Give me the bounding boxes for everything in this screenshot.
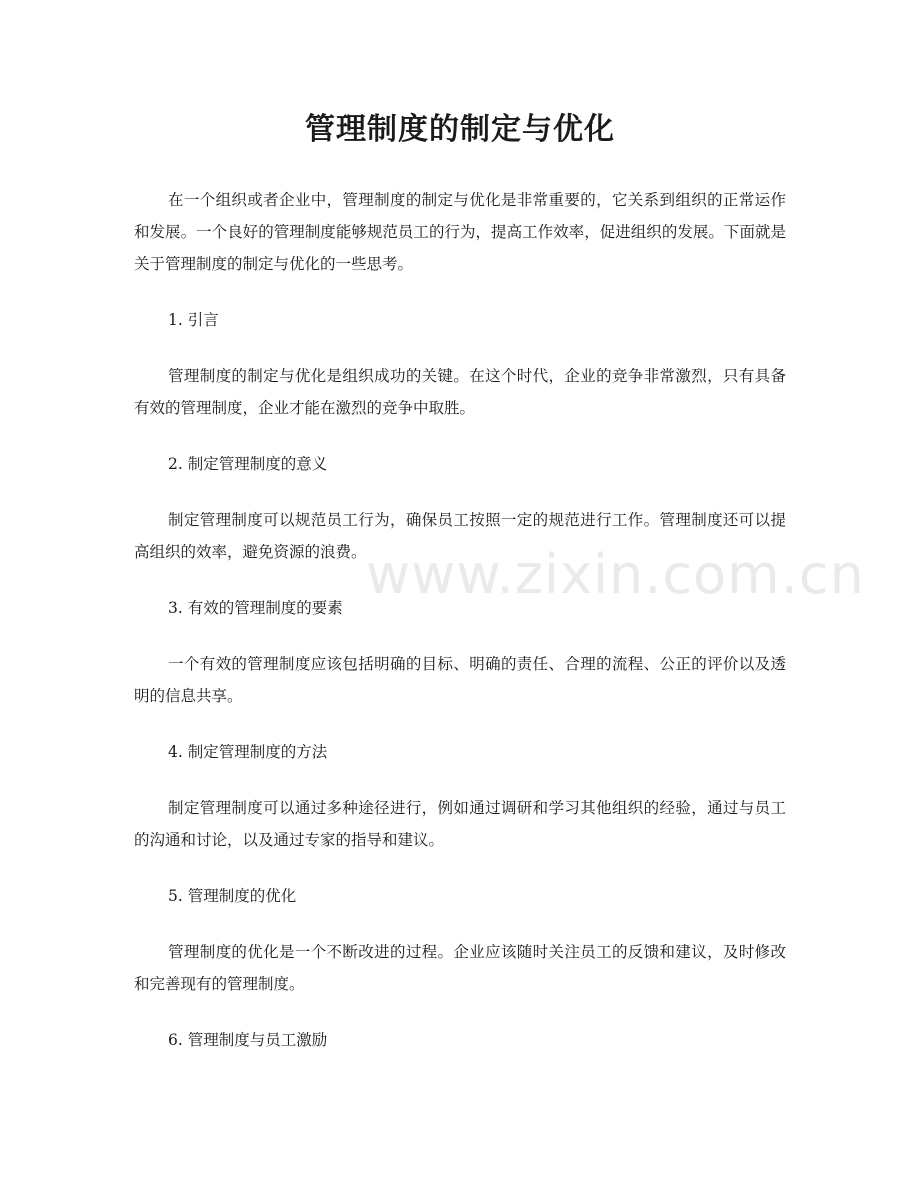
section-paragraph: 管理制度的优化是一个不断改进的过程。企业应该随时关注员工的反馈和建议，及时修改和完善现有的管理制度。	[134, 943, 786, 993]
section-heading: 1. 引言	[168, 311, 219, 329]
section-paragraph: 一个有效的管理制度应该包括明确的目标、明确的责任、合理的流程、公正的评价以及透明的信息共享。	[134, 655, 786, 705]
document-body	[134, 184, 786, 1080]
section-paragraph: 制定管理制度可以通过多种途径进行，例如通过调研和学习其他组织的经验，通过与员工的沟通和讨论，以及通过专家的指导和建议。	[134, 799, 786, 849]
section-heading: 2. 制定管理制度的意义	[168, 455, 328, 473]
intro-paragraph: 在一个组织或者企业中，管理制度的制定与优化是非常重要的，它关系到组织的正常运作和发展。一个良好的管理制度能够规范员工的行为，提高工作效率，促进组织的发展。下面就是关于管理制度的制定与优化的一些思考。	[134, 191, 786, 273]
section-heading: 5. 管理制度的优化	[168, 887, 297, 905]
section-heading: 6. 管理制度与员工激励	[168, 1031, 328, 1049]
document-title: 管理制度的制定与优化	[305, 112, 615, 147]
section-heading: 3. 有效的管理制度的要素	[168, 599, 343, 617]
section-paragraph: 制定管理制度可以规范员工行为，确保员工按照一定的规范进行工作。管理制度还可以提高组织的效率，避免资源的浪费。	[134, 511, 786, 561]
section-paragraph: 管理制度的制定与优化是组织成功的关键。在这个时代，企业的竞争非常激烈，只有具备有效的管理制度，企业才能在激烈的竞争中取胜。	[134, 367, 786, 417]
watermark-text: www.zixin.com.cn	[366, 543, 865, 606]
section-heading: 4. 制定管理制度的方法	[168, 743, 328, 761]
